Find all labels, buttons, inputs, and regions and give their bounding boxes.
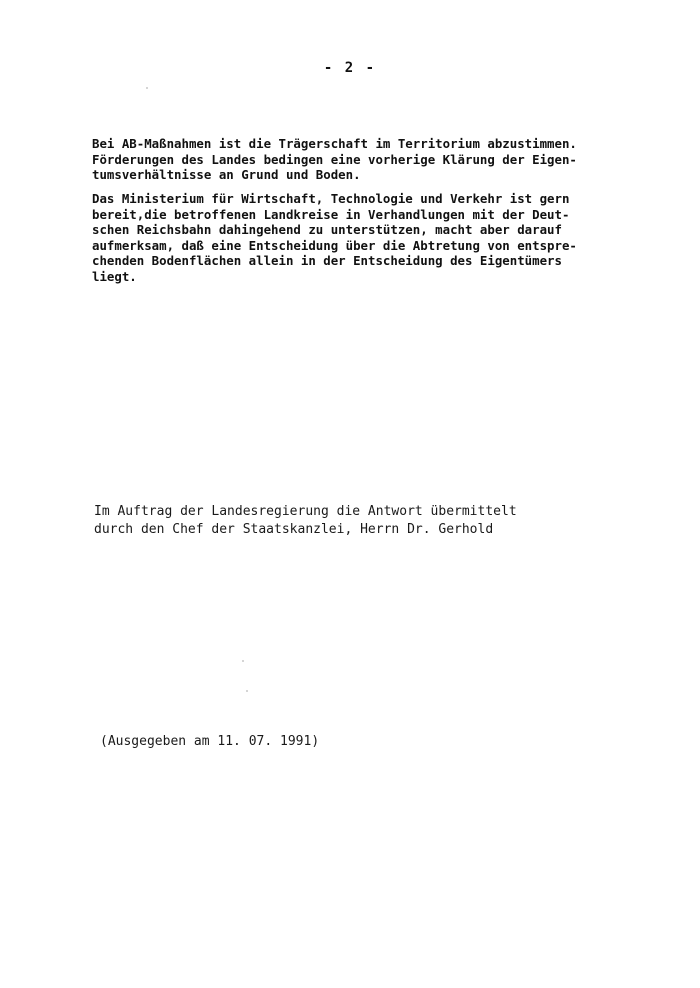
scan-speck <box>242 660 244 662</box>
paragraph-line: bereit,die betroffenen Landkreise in Verhandlungen mit der Deut- <box>92 206 570 222</box>
paragraph-ministry-statement <box>92 191 652 284</box>
paragraph-ab-measures <box>92 136 652 183</box>
signature-block <box>94 503 614 538</box>
scan-speck <box>146 87 148 89</box>
issued-date-note: (Ausgegeben am 11. 07. 1991) <box>100 734 320 749</box>
page-number: - 2 - <box>323 60 377 76</box>
paragraph-line: Förderungen des Landes bedingen eine vorherige Klärung der Eigen- <box>92 151 577 167</box>
paragraph-line: tumsverhältnisse an Grund und Boden. <box>92 167 361 182</box>
paragraph-line: schen Reichsbahn dahingehend zu unterstützen, macht aber darauf <box>92 222 562 237</box>
paragraph-line: chenden Bodenflächen allein in der Entscheidung des Eigentümers <box>92 253 562 268</box>
paragraph-line: Das Ministerium für Wirtschaft, Technologie und Verkehr ist gern <box>92 191 570 206</box>
paragraph-line: liegt. <box>92 268 137 284</box>
paragraph-line: aufmerksam, daß eine Entscheidung über die Abtretung von entspre- <box>92 237 577 253</box>
paragraph-line: Bei AB-Maßnahmen ist die Trägerschaft im Territorium abzustimmen. <box>92 136 577 151</box>
signature-line: durch den Chef der Staatskanzlei, Herrn Dr. Gerhold <box>94 521 494 537</box>
signature-line: Im Auftrag der Landesregierung die Antwort übermittelt <box>94 504 517 519</box>
scan-speck <box>246 690 248 692</box>
